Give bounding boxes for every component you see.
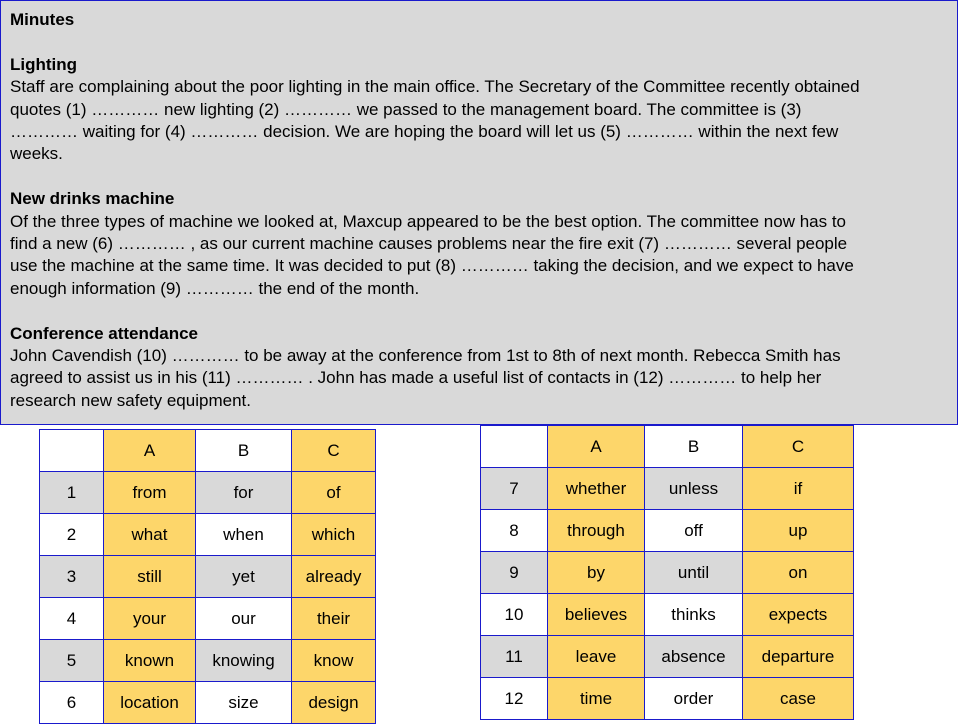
question-number: 7	[481, 468, 548, 510]
option-a: location	[104, 682, 196, 724]
table-row	[40, 682, 376, 724]
text-line: research new safety equipment.	[10, 390, 251, 410]
section-heading-conference: Conference attendance	[10, 323, 198, 343]
question-number: 12	[481, 678, 548, 720]
option-a: from	[104, 472, 196, 514]
table-header-row	[40, 430, 376, 472]
option-c: their	[292, 598, 376, 640]
table-row	[40, 598, 376, 640]
table-row	[40, 472, 376, 514]
text-line: Staff are complaining about the poor lighting in the main office. The Secretary of the Committee recently obtained	[10, 77, 860, 97]
header-cell-a: A	[548, 426, 645, 468]
question-number: 1	[40, 472, 104, 514]
option-a: your	[104, 598, 196, 640]
header-cell	[40, 430, 104, 472]
option-b: yet	[196, 556, 292, 598]
option-b: when	[196, 514, 292, 556]
table-row	[481, 552, 854, 594]
option-a: believes	[548, 594, 645, 636]
question-number: 5	[40, 640, 104, 682]
text-line: find a new (6) ………… , as our current machine causes problems near the fire exit (7) ………… several people	[10, 234, 848, 254]
question-number: 9	[481, 552, 548, 594]
question-number: 6	[40, 682, 104, 724]
table-row	[40, 514, 376, 556]
text-line: quotes (1) ………… new lighting (2) ………… we passed to the management board. The committee is (3)	[10, 99, 802, 119]
option-a: what	[104, 514, 196, 556]
option-b: order	[645, 678, 743, 720]
option-a: time	[548, 678, 645, 720]
header-cell-c: C	[743, 426, 854, 468]
option-c: which	[292, 514, 376, 556]
option-b: until	[645, 552, 743, 594]
text-line: weeks.	[10, 144, 63, 164]
text-line: use the machine at the same time. It was decided to put (8) ………… taking the decision, and we expect to have	[10, 256, 854, 276]
option-c: departure	[743, 636, 854, 678]
header-cell-a: A	[104, 430, 196, 472]
question-number: 8	[481, 510, 548, 552]
option-a: leave	[548, 636, 645, 678]
section-heading-drinks-machine: New drinks machine	[10, 189, 175, 209]
option-b: for	[196, 472, 292, 514]
option-b: size	[196, 682, 292, 724]
text-line: enough information (9) ………… the end of the month.	[10, 278, 420, 298]
option-c: know	[292, 640, 376, 682]
header-cell	[481, 426, 548, 468]
option-b: absence	[645, 636, 743, 678]
table-row	[40, 556, 376, 598]
options-table-right	[480, 425, 854, 720]
table-row	[481, 468, 854, 510]
question-number: 2	[40, 514, 104, 556]
option-a: whether	[548, 468, 645, 510]
header-cell-c: C	[292, 430, 376, 472]
table-row	[481, 594, 854, 636]
option-b: unless	[645, 468, 743, 510]
table-row	[481, 678, 854, 720]
option-a: through	[548, 510, 645, 552]
option-a: by	[548, 552, 645, 594]
text-line: Of the three types of machine we looked at, Maxcup appeared to be the best option. The committee now has to	[10, 211, 847, 231]
option-a: known	[104, 640, 196, 682]
option-c: expects	[743, 594, 854, 636]
option-c: if	[743, 468, 854, 510]
question-number: 10	[481, 594, 548, 636]
option-c: design	[292, 682, 376, 724]
table-row	[481, 636, 854, 678]
option-c: case	[743, 678, 854, 720]
options-table-left	[39, 429, 376, 724]
table-header-row	[481, 426, 854, 468]
option-b: off	[645, 510, 743, 552]
text-line: agreed to assist us in his (11) ………… . John has made a useful list of contacts in (12) ………… to help her	[10, 368, 822, 388]
question-number: 3	[40, 556, 104, 598]
section-heading-lighting: Lighting	[10, 54, 78, 74]
question-number: 4	[40, 598, 104, 640]
option-c: already	[292, 556, 376, 598]
option-b: thinks	[645, 594, 743, 636]
text-line: John Cavendish (10) ………… to be away at the conference from 1st to 8th of next month. Rebecca Smith has	[10, 346, 841, 366]
table-row	[481, 510, 854, 552]
text-line: ………… waiting for (4) ………… decision. We are hoping the board will let us (5) ………… within the next few	[10, 122, 839, 142]
option-c: up	[743, 510, 854, 552]
option-c: on	[743, 552, 854, 594]
option-b: our	[196, 598, 292, 640]
header-cell-b: B	[645, 426, 743, 468]
document-title: Minutes	[10, 10, 75, 29]
option-c: of	[292, 472, 376, 514]
option-b: knowing	[196, 640, 292, 682]
question-number: 11	[481, 636, 548, 678]
header-cell-b: B	[196, 430, 292, 472]
option-a: still	[104, 556, 196, 598]
table-row	[40, 640, 376, 682]
